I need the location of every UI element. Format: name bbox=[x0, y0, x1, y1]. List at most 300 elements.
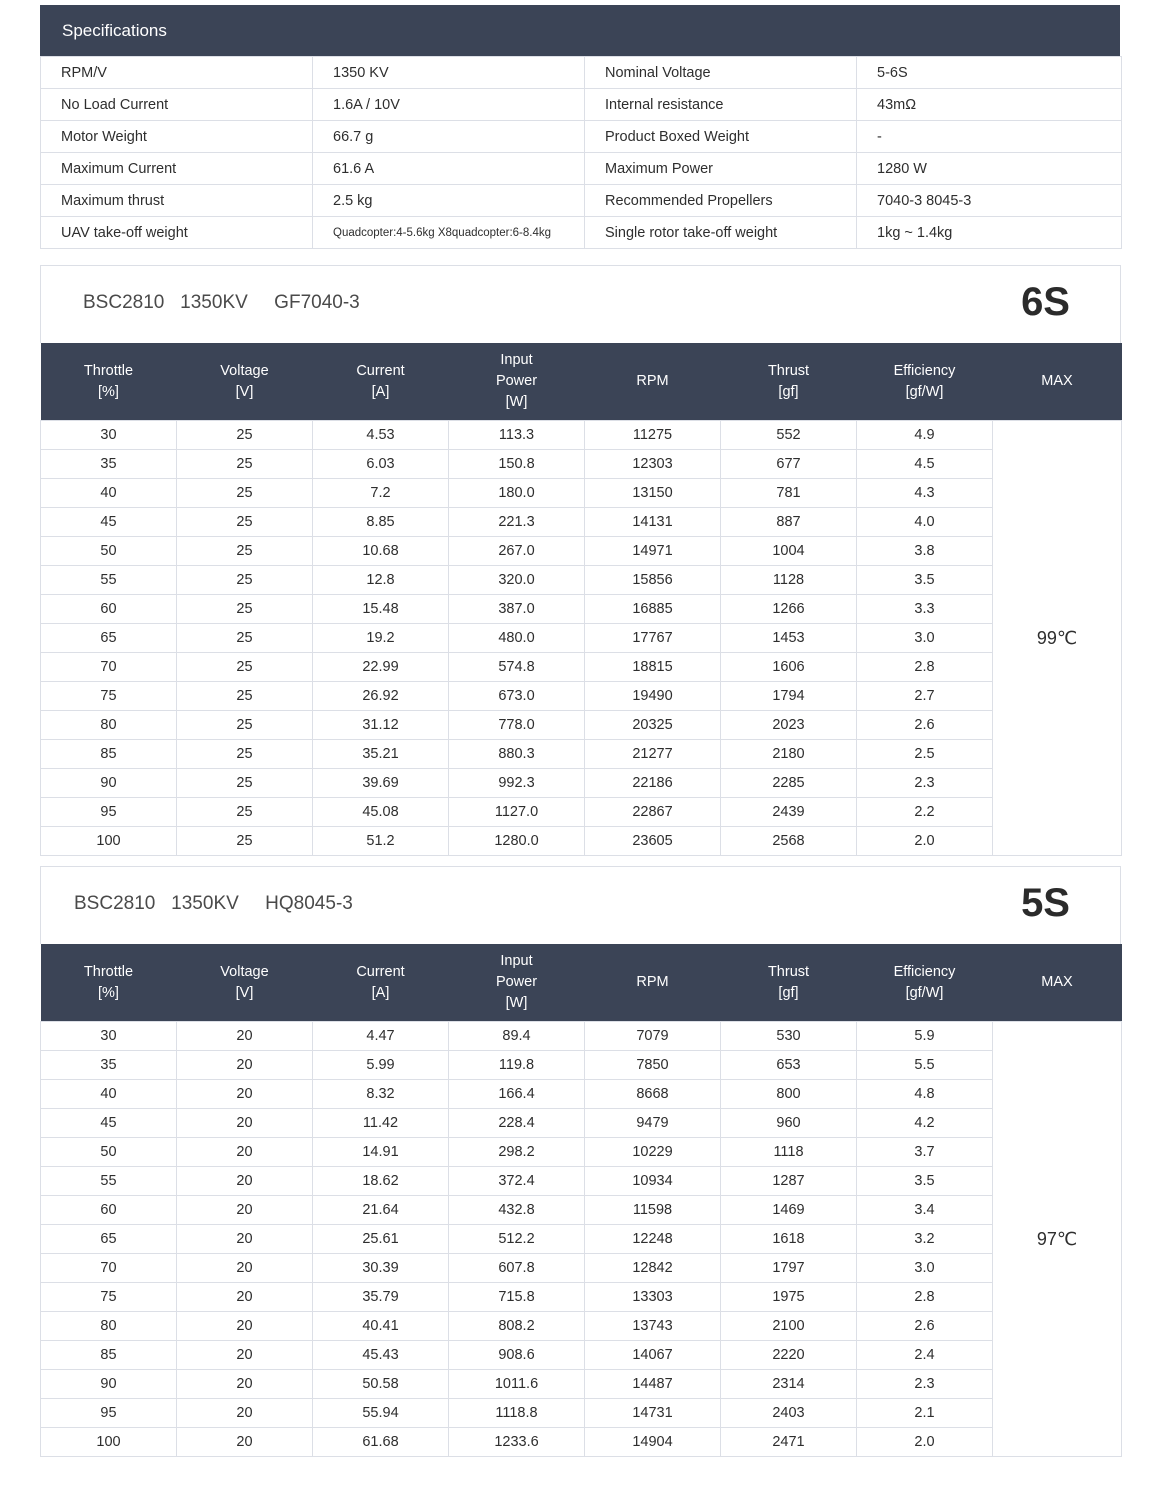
table-cell: 31.12 bbox=[313, 711, 449, 740]
table-cell: 119.8 bbox=[449, 1051, 585, 1080]
table-cell: 2403 bbox=[721, 1399, 857, 1428]
table-row bbox=[41, 1138, 1122, 1167]
table-cell: 25 bbox=[177, 537, 313, 566]
table-cell: 1004 bbox=[721, 537, 857, 566]
table-cell: 18815 bbox=[585, 653, 721, 682]
table-cell: 3.8 bbox=[857, 537, 993, 566]
table-cell: 267.0 bbox=[449, 537, 585, 566]
table-header-row bbox=[41, 343, 1122, 421]
table-cell: 2314 bbox=[721, 1370, 857, 1399]
table-cell: 20 bbox=[177, 1109, 313, 1138]
table-cell: 90 bbox=[41, 769, 177, 798]
table-cell: 808.2 bbox=[449, 1312, 585, 1341]
table-cell: 25 bbox=[177, 479, 313, 508]
table-cell: 3.7 bbox=[857, 1138, 993, 1167]
table-cell: 18.62 bbox=[313, 1167, 449, 1196]
column-header-line: [gf] bbox=[778, 383, 799, 400]
table-cell: 13743 bbox=[585, 1312, 721, 1341]
table-cell: 673.0 bbox=[449, 682, 585, 711]
table-cell: 17767 bbox=[585, 624, 721, 653]
table-cell: 22.99 bbox=[313, 653, 449, 682]
table-cell: 1453 bbox=[721, 624, 857, 653]
table-cell: 1606 bbox=[721, 653, 857, 682]
table-cell: 20 bbox=[177, 1138, 313, 1167]
spec-value: 1350 KV bbox=[313, 57, 585, 89]
table-row bbox=[41, 711, 1122, 740]
table-cell: 781 bbox=[721, 479, 857, 508]
table-cell: 95 bbox=[41, 1399, 177, 1428]
spec-value: 1.6A / 10V bbox=[313, 89, 585, 121]
spec-label: Maximum Current bbox=[41, 153, 313, 185]
table-cell: 14904 bbox=[585, 1428, 721, 1457]
table-cell: 512.2 bbox=[449, 1225, 585, 1254]
spec-value: Quadcopter:4-5.6kg X8quadcopter:6-8.4kg bbox=[313, 217, 585, 249]
table-cell: 12.8 bbox=[313, 566, 449, 595]
test-title-bar bbox=[40, 265, 1121, 343]
table-cell: 150.8 bbox=[449, 450, 585, 479]
table-row bbox=[41, 798, 1122, 827]
column-header-line: Thrust bbox=[767, 963, 810, 980]
table-cell: 2.8 bbox=[857, 1283, 993, 1312]
column-header bbox=[585, 343, 721, 421]
spec-value: 1kg ~ 1.4kg bbox=[857, 217, 1122, 249]
table-cell: 55 bbox=[41, 1167, 177, 1196]
table-row bbox=[41, 1341, 1122, 1370]
table-cell: 13150 bbox=[585, 479, 721, 508]
table-cell: 14067 bbox=[585, 1341, 721, 1370]
table-row bbox=[41, 1370, 1122, 1399]
spec-row bbox=[41, 57, 1122, 89]
table-cell: 2023 bbox=[721, 711, 857, 740]
table-cell: 45 bbox=[41, 1109, 177, 1138]
table-cell: 20325 bbox=[585, 711, 721, 740]
table-cell: 20 bbox=[177, 1080, 313, 1109]
table-cell: 23605 bbox=[585, 827, 721, 856]
battery-cells-label: 6S bbox=[1021, 280, 1070, 324]
table-cell: 6.03 bbox=[313, 450, 449, 479]
table-cell: 4.0 bbox=[857, 508, 993, 537]
table-cell: 39.69 bbox=[313, 769, 449, 798]
table-cell: 2180 bbox=[721, 740, 857, 769]
table-cell: 4.53 bbox=[313, 421, 449, 450]
table-cell: 15.48 bbox=[313, 595, 449, 624]
table-cell: 89.4 bbox=[449, 1022, 585, 1051]
table-cell: 530 bbox=[721, 1022, 857, 1051]
column-header-line: Voltage bbox=[220, 362, 269, 379]
spec-label: Internal resistance bbox=[585, 89, 857, 121]
table-cell: 60 bbox=[41, 595, 177, 624]
table-cell: 1618 bbox=[721, 1225, 857, 1254]
table-cell: 70 bbox=[41, 653, 177, 682]
table-cell: 10.68 bbox=[313, 537, 449, 566]
table-cell: 908.6 bbox=[449, 1341, 585, 1370]
table-cell: 166.4 bbox=[449, 1080, 585, 1109]
column-header-line: Throttle bbox=[83, 963, 134, 980]
table-cell: 432.8 bbox=[449, 1196, 585, 1225]
test-title-bar bbox=[40, 866, 1121, 944]
column-header bbox=[313, 343, 449, 421]
specifications-title: Specifications bbox=[62, 20, 167, 40]
table-cell: 25 bbox=[177, 566, 313, 595]
table-cell: 75 bbox=[41, 682, 177, 711]
table-cell: 55 bbox=[41, 566, 177, 595]
table-cell: 45 bbox=[41, 508, 177, 537]
table-cell: 2.4 bbox=[857, 1341, 993, 1370]
column-header-line: MAX bbox=[1041, 373, 1073, 389]
table-cell: 35.79 bbox=[313, 1283, 449, 1312]
spec-value: 1280 W bbox=[857, 153, 1122, 185]
table-cell: 100 bbox=[41, 827, 177, 856]
table-row bbox=[41, 1051, 1122, 1080]
column-header bbox=[993, 944, 1122, 1022]
spec-value: 61.6 A bbox=[313, 153, 585, 185]
table-cell: 20 bbox=[177, 1341, 313, 1370]
column-header-line: [W] bbox=[505, 394, 528, 410]
table-cell: 10229 bbox=[585, 1138, 721, 1167]
table-cell: 387.0 bbox=[449, 595, 585, 624]
table-cell: 113.3 bbox=[449, 421, 585, 450]
column-header bbox=[721, 944, 857, 1022]
column-header bbox=[177, 343, 313, 421]
table-cell: 4.9 bbox=[857, 421, 993, 450]
table-cell: 16885 bbox=[585, 595, 721, 624]
table-cell: 20 bbox=[177, 1428, 313, 1457]
spec-value: 66.7 g bbox=[313, 121, 585, 153]
table-row bbox=[41, 1312, 1122, 1341]
table-cell: 1128 bbox=[721, 566, 857, 595]
spec-label: UAV take-off weight bbox=[41, 217, 313, 249]
spec-label: Maximum Power bbox=[585, 153, 857, 185]
table-cell: 85 bbox=[41, 1341, 177, 1370]
table-cell: 40 bbox=[41, 1080, 177, 1109]
table-cell: 7.2 bbox=[313, 479, 449, 508]
table-cell: 960 bbox=[721, 1109, 857, 1138]
table-cell: 30.39 bbox=[313, 1254, 449, 1283]
table-cell: 1975 bbox=[721, 1283, 857, 1312]
table-cell: 2.6 bbox=[857, 711, 993, 740]
table-cell: 4.8 bbox=[857, 1080, 993, 1109]
table-cell: 35 bbox=[41, 450, 177, 479]
table-cell: 25 bbox=[177, 827, 313, 856]
test-model-label: BSC2810 1350KV HQ8045-3 bbox=[74, 893, 353, 914]
table-cell: 778.0 bbox=[449, 711, 585, 740]
column-header-line: Input bbox=[500, 953, 533, 969]
table-cell: 65 bbox=[41, 624, 177, 653]
table-cell: 3.2 bbox=[857, 1225, 993, 1254]
table-cell: 14487 bbox=[585, 1370, 721, 1399]
table-cell: 13303 bbox=[585, 1283, 721, 1312]
column-header-line: MAX bbox=[1041, 974, 1073, 990]
column-header-line: Power bbox=[495, 373, 538, 389]
column-header-line: Current bbox=[356, 963, 405, 980]
table-cell: 3.4 bbox=[857, 1196, 993, 1225]
column-header bbox=[721, 343, 857, 421]
table-cell: 2.5 bbox=[857, 740, 993, 769]
table-cell: 1797 bbox=[721, 1254, 857, 1283]
table-cell: 14731 bbox=[585, 1399, 721, 1428]
table-cell: 25 bbox=[177, 769, 313, 798]
column-header bbox=[993, 343, 1122, 421]
column-header bbox=[449, 944, 585, 1022]
spec-value: 2.5 kg bbox=[313, 185, 585, 217]
column-header-line: [W] bbox=[505, 995, 528, 1011]
column-header-line: Input bbox=[500, 352, 533, 368]
table-cell: 2.3 bbox=[857, 1370, 993, 1399]
column-header-line: Efficiency bbox=[893, 963, 956, 980]
table-cell: 1794 bbox=[721, 682, 857, 711]
table-row bbox=[41, 827, 1122, 856]
spec-row bbox=[41, 185, 1122, 217]
table-cell: 65 bbox=[41, 1225, 177, 1254]
table-cell: 1469 bbox=[721, 1196, 857, 1225]
table-row bbox=[41, 508, 1122, 537]
table-cell: 715.8 bbox=[449, 1283, 585, 1312]
table-cell: 8668 bbox=[585, 1080, 721, 1109]
table-cell: 40.41 bbox=[313, 1312, 449, 1341]
max-temperature-cell: 97℃ bbox=[993, 1022, 1122, 1457]
table-cell: 7850 bbox=[585, 1051, 721, 1080]
table-cell: 51.2 bbox=[313, 827, 449, 856]
table-cell: 2100 bbox=[721, 1312, 857, 1341]
table-row bbox=[41, 1254, 1122, 1283]
table-cell: 9479 bbox=[585, 1109, 721, 1138]
table-cell: 5.9 bbox=[857, 1022, 993, 1051]
table-cell: 20 bbox=[177, 1225, 313, 1254]
column-header-line: Throttle bbox=[83, 362, 134, 379]
column-header-line: [V] bbox=[235, 383, 254, 400]
table-row bbox=[41, 769, 1122, 798]
spec-row bbox=[41, 89, 1122, 121]
column-header-line: [gf/W] bbox=[905, 383, 944, 400]
table-cell: 653 bbox=[721, 1051, 857, 1080]
column-header-line: Efficiency bbox=[893, 362, 956, 379]
table-cell: 2.0 bbox=[857, 1428, 993, 1457]
table-cell: 2.3 bbox=[857, 769, 993, 798]
table-cell: 607.8 bbox=[449, 1254, 585, 1283]
table-cell: 20 bbox=[177, 1370, 313, 1399]
table-cell: 25 bbox=[177, 450, 313, 479]
column-header-line: [gf/W] bbox=[905, 984, 944, 1001]
table-cell: 880.3 bbox=[449, 740, 585, 769]
table-cell: 10934 bbox=[585, 1167, 721, 1196]
table-cell: 20 bbox=[177, 1254, 313, 1283]
table-cell: 12303 bbox=[585, 450, 721, 479]
table-cell: 2439 bbox=[721, 798, 857, 827]
table-cell: 25 bbox=[177, 711, 313, 740]
table-cell: 3.5 bbox=[857, 566, 993, 595]
column-header-line: Thrust bbox=[767, 362, 810, 379]
table-cell: 372.4 bbox=[449, 1167, 585, 1196]
table-cell: 677 bbox=[721, 450, 857, 479]
spec-label: No Load Current bbox=[41, 89, 313, 121]
column-header bbox=[857, 944, 993, 1022]
column-header-line: [%] bbox=[98, 383, 119, 400]
test-block-5s bbox=[40, 866, 1121, 1457]
table-cell: 80 bbox=[41, 711, 177, 740]
table-cell: 2471 bbox=[721, 1428, 857, 1457]
table-cell: 60 bbox=[41, 1196, 177, 1225]
table-header-row bbox=[41, 944, 1122, 1022]
spec-value: 5-6S bbox=[857, 57, 1122, 89]
table-cell: 2568 bbox=[721, 827, 857, 856]
column-header-line: [%] bbox=[98, 984, 119, 1001]
table-cell: 20 bbox=[177, 1196, 313, 1225]
table-row bbox=[41, 595, 1122, 624]
spec-row bbox=[41, 217, 1122, 249]
table-cell: 552 bbox=[721, 421, 857, 450]
table-cell: 35.21 bbox=[313, 740, 449, 769]
column-header-line: [A] bbox=[371, 984, 390, 1001]
table-cell: 2.2 bbox=[857, 798, 993, 827]
table-cell: 25 bbox=[177, 740, 313, 769]
table-cell: 14971 bbox=[585, 537, 721, 566]
spec-value: 43mΩ bbox=[857, 89, 1122, 121]
table-row bbox=[41, 653, 1122, 682]
table-cell: 75 bbox=[41, 1283, 177, 1312]
table-row bbox=[41, 1022, 1122, 1051]
table-cell: 20 bbox=[177, 1051, 313, 1080]
table-cell: 21.64 bbox=[313, 1196, 449, 1225]
table-row bbox=[41, 537, 1122, 566]
table-cell: 2220 bbox=[721, 1341, 857, 1370]
spec-label: Single rotor take-off weight bbox=[585, 217, 857, 249]
column-header-line: Power bbox=[495, 974, 538, 990]
spec-label: Motor Weight bbox=[41, 121, 313, 153]
test-data-table bbox=[40, 343, 1122, 856]
table-cell: 40 bbox=[41, 479, 177, 508]
table-cell: 1118 bbox=[721, 1138, 857, 1167]
table-cell: 4.47 bbox=[313, 1022, 449, 1051]
column-header bbox=[585, 944, 721, 1022]
column-header bbox=[857, 343, 993, 421]
table-row bbox=[41, 1225, 1122, 1254]
table-cell: 20 bbox=[177, 1283, 313, 1312]
table-cell: 3.3 bbox=[857, 595, 993, 624]
table-row bbox=[41, 450, 1122, 479]
table-cell: 5.5 bbox=[857, 1051, 993, 1080]
table-cell: 20 bbox=[177, 1399, 313, 1428]
table-cell: 22867 bbox=[585, 798, 721, 827]
table-cell: 14.91 bbox=[313, 1138, 449, 1167]
table-cell: 25 bbox=[177, 624, 313, 653]
battery-cells-label: 5S bbox=[1021, 881, 1070, 925]
spec-label: RPM/V bbox=[41, 57, 313, 89]
table-cell: 50.58 bbox=[313, 1370, 449, 1399]
column-header bbox=[177, 944, 313, 1022]
spec-label: Recommended Propellers bbox=[585, 185, 857, 217]
table-cell: 20 bbox=[177, 1022, 313, 1051]
table-cell: 14131 bbox=[585, 508, 721, 537]
column-header bbox=[449, 343, 585, 421]
table-row bbox=[41, 479, 1122, 508]
test-block-6s bbox=[40, 265, 1121, 856]
table-row bbox=[41, 1283, 1122, 1312]
table-cell: 15856 bbox=[585, 566, 721, 595]
table-cell: 1233.6 bbox=[449, 1428, 585, 1457]
table-cell: 25.61 bbox=[313, 1225, 449, 1254]
table-cell: 25 bbox=[177, 421, 313, 450]
spec-label: Maximum thrust bbox=[41, 185, 313, 217]
table-cell: 11.42 bbox=[313, 1109, 449, 1138]
table-cell: 320.0 bbox=[449, 566, 585, 595]
table-cell: 1280.0 bbox=[449, 827, 585, 856]
table-cell: 12248 bbox=[585, 1225, 721, 1254]
table-row bbox=[41, 624, 1122, 653]
table-cell: 100 bbox=[41, 1428, 177, 1457]
table-cell: 1266 bbox=[721, 595, 857, 624]
table-cell: 2.0 bbox=[857, 827, 993, 856]
table-cell: 1118.8 bbox=[449, 1399, 585, 1428]
table-cell: 3.0 bbox=[857, 1254, 993, 1283]
table-cell: 12842 bbox=[585, 1254, 721, 1283]
table-cell: 5.99 bbox=[313, 1051, 449, 1080]
table-cell: 25 bbox=[177, 798, 313, 827]
specifications-table bbox=[40, 56, 1122, 249]
table-cell: 20 bbox=[177, 1312, 313, 1341]
table-cell: 7079 bbox=[585, 1022, 721, 1051]
table-cell: 2.7 bbox=[857, 682, 993, 711]
spec-row bbox=[41, 121, 1122, 153]
table-cell: 3.5 bbox=[857, 1167, 993, 1196]
table-cell: 11598 bbox=[585, 1196, 721, 1225]
table-cell: 22186 bbox=[585, 769, 721, 798]
table-cell: 2.6 bbox=[857, 1312, 993, 1341]
max-temperature-cell: 99℃ bbox=[993, 421, 1122, 856]
column-header-line: RPM bbox=[636, 373, 669, 389]
table-cell: 19.2 bbox=[313, 624, 449, 653]
table-cell: 11275 bbox=[585, 421, 721, 450]
table-cell: 50 bbox=[41, 1138, 177, 1167]
test-data-table bbox=[40, 944, 1122, 1457]
table-cell: 26.92 bbox=[313, 682, 449, 711]
table-cell: 35 bbox=[41, 1051, 177, 1080]
table-row bbox=[41, 1428, 1122, 1457]
table-row bbox=[41, 1109, 1122, 1138]
column-header bbox=[313, 944, 449, 1022]
test-model-label: BSC2810 1350KV GF7040-3 bbox=[83, 292, 360, 313]
spec-label: Product Boxed Weight bbox=[585, 121, 857, 153]
table-cell: 55.94 bbox=[313, 1399, 449, 1428]
table-cell: 298.2 bbox=[449, 1138, 585, 1167]
table-cell: 25 bbox=[177, 653, 313, 682]
table-row bbox=[41, 1080, 1122, 1109]
table-row bbox=[41, 740, 1122, 769]
table-cell: 2.1 bbox=[857, 1399, 993, 1428]
column-header-line: [V] bbox=[235, 984, 254, 1001]
table-cell: 50 bbox=[41, 537, 177, 566]
table-cell: 1011.6 bbox=[449, 1370, 585, 1399]
table-cell: 992.3 bbox=[449, 769, 585, 798]
table-row bbox=[41, 1167, 1122, 1196]
table-cell: 30 bbox=[41, 421, 177, 450]
table-cell: 85 bbox=[41, 740, 177, 769]
table-row bbox=[41, 1399, 1122, 1428]
table-cell: 90 bbox=[41, 1370, 177, 1399]
table-cell: 45.43 bbox=[313, 1341, 449, 1370]
table-cell: 70 bbox=[41, 1254, 177, 1283]
table-cell: 8.32 bbox=[313, 1080, 449, 1109]
table-cell: 4.2 bbox=[857, 1109, 993, 1138]
table-cell: 800 bbox=[721, 1080, 857, 1109]
spec-value: - bbox=[857, 121, 1122, 153]
table-cell: 61.68 bbox=[313, 1428, 449, 1457]
column-header bbox=[41, 944, 177, 1022]
table-cell: 80 bbox=[41, 1312, 177, 1341]
table-cell: 2.8 bbox=[857, 653, 993, 682]
column-header-line: [gf] bbox=[778, 984, 799, 1001]
table-cell: 95 bbox=[41, 798, 177, 827]
table-cell: 21277 bbox=[585, 740, 721, 769]
